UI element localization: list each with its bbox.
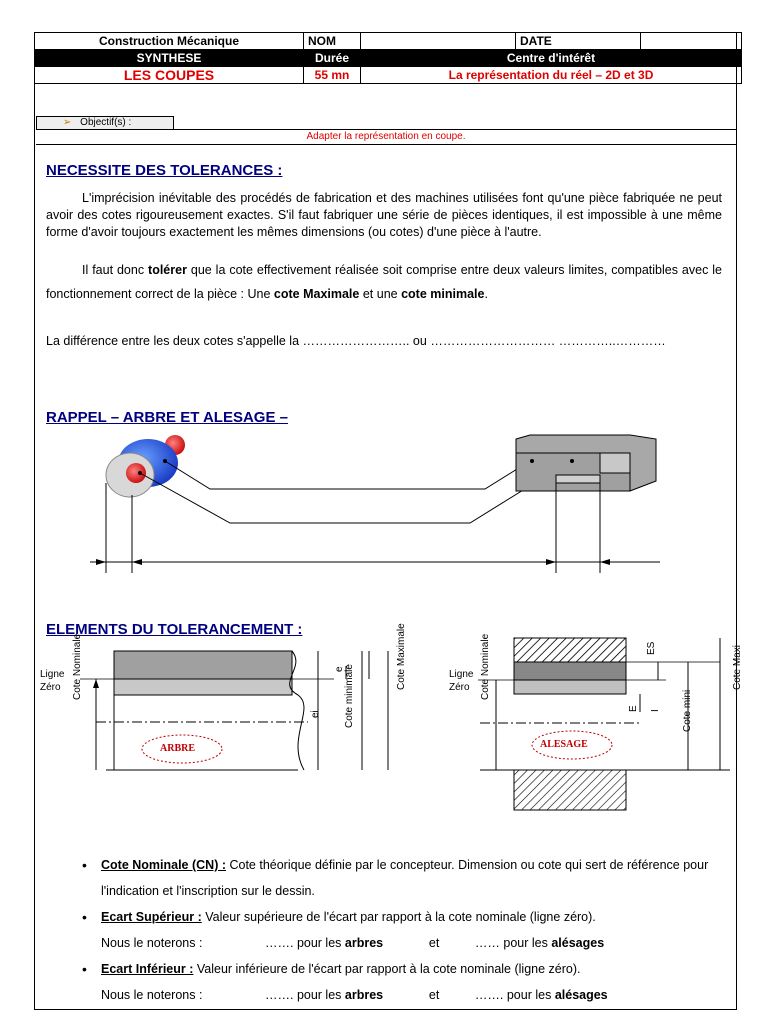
arbre-upper-zone <box>114 651 292 679</box>
alesage-tolerance-band <box>514 680 626 694</box>
p2-text-g: . <box>484 287 488 301</box>
nom-field[interactable] <box>361 33 516 50</box>
header-table <box>34 32 742 84</box>
p2-bold-cote-max: cote Maximale <box>273 287 360 301</box>
alesage-es: ES <box>646 641 657 655</box>
note-blank[interactable]: ……. pour les <box>474 988 552 1002</box>
paragraph-3 <box>46 333 722 350</box>
alesage-cote-nominale: Cote Nominale <box>480 633 491 700</box>
centre-cell: Centre d'intérêt <box>361 50 742 67</box>
note-arbres: arbres <box>344 936 384 950</box>
bullet-term: Cote Nominale (CN) : <box>101 858 226 872</box>
arbre-zero: Zéro <box>40 682 61 693</box>
alesage-ligne-zero <box>449 668 473 694</box>
shaft-tip-red <box>126 463 146 483</box>
bullet-note <box>101 982 724 1008</box>
duree-cell: Durée <box>304 50 361 67</box>
section-title-elements: ELEMENTS DU TOLERANCEMENT : <box>46 621 303 638</box>
arbre-ligne: Ligne <box>40 669 65 680</box>
alesage-upper-band <box>514 662 626 680</box>
bullet-note <box>101 930 724 956</box>
note-blank[interactable]: ……. pour les <box>265 988 342 1002</box>
list-item <box>88 956 724 1008</box>
p2-text-c: que la cote effectivement réalisée soit comprise entre deux valeurs limites, compatibles avec le fonctionnement correct de la pièce : Une <box>46 263 722 301</box>
alesage-bottom-wall <box>514 770 626 810</box>
list-item <box>88 852 724 904</box>
arbre-tolerance-diagram <box>36 623 426 818</box>
objectif-label: Objectif(s) : <box>80 117 132 128</box>
arbre-ei: ei <box>310 710 321 718</box>
arbre-alesage-diagram <box>80 425 680 585</box>
arrow-icon: ➢ <box>63 117 72 128</box>
objectif-text: Adapter la représentation en coupe. <box>36 129 736 145</box>
p3-blank-1[interactable]: …………………….. <box>302 334 413 348</box>
p2-bold-tolerer: tolérer <box>148 263 187 277</box>
synthese-cell: SYNTHESE <box>35 50 304 67</box>
bullet-text: Valeur supérieure de l'écart par rapport à la cote nominale (ligne zéro). <box>201 910 596 924</box>
arbre-cote-minimale: Cote minimale <box>344 664 355 728</box>
alesage-cote-mini: Cote mini <box>682 689 693 732</box>
section-title-rappel: RAPPEL – ARBRE ET ALESAGE – <box>46 409 288 426</box>
list-item <box>88 904 724 956</box>
note-label: Nous le noterons : <box>101 988 203 1002</box>
paragraph-1: L'imprécision inévitable des procédés de fabrication et des machines utilisées font qu'une pièce fabriquée ne peut avoir des cotes rigoureusement exactes. S'il faut fabriquer une série de pièces identiques, il est impossible à une même forme d'avoir toujours exactement les mêmes dimensions (ou cotes) d'une pièce à l'autre. <box>46 191 722 239</box>
p2-bold-cote-min: cote minimale <box>401 287 485 301</box>
bullet-text: Cote théorique définie par le concepteur. Dimension ou cote qui sert de référence pour l'indication et l'inscription sur le dessin. <box>101 858 709 898</box>
arbre-tolerance-band <box>114 679 292 695</box>
p2-text-a: Il faut donc <box>82 263 149 277</box>
note-alesages: alésages <box>554 988 608 1002</box>
date-field[interactable] <box>641 33 742 50</box>
p2-text-e: et une <box>359 287 402 301</box>
arbre-ligne-zero <box>40 668 64 694</box>
arbre-label: ARBRE <box>160 743 196 754</box>
note-alesages: alésages <box>551 936 605 950</box>
alesage-label: ALESAGE <box>540 739 588 750</box>
arbre-cote-maximale: Cote Maximale <box>396 623 407 690</box>
paragraph-2 <box>46 258 722 306</box>
alesage-cote-maxi: Cote Maxi <box>732 644 743 690</box>
objectif-label-box <box>36 116 174 130</box>
arbre-cote-nominale: Cote Nominale <box>72 633 83 700</box>
alesage-E: E <box>628 705 639 712</box>
note-et: et <box>428 936 440 950</box>
p3-text-b: ou <box>412 334 431 348</box>
bullet-text: Valeur inférieure de l'écart par rapport à la cote nominale (ligne zéro). <box>193 962 581 976</box>
note-label: Nous le noterons : <box>101 936 203 950</box>
bullet-term: Ecart Inférieur : <box>101 962 194 976</box>
note-blank[interactable]: ……. pour les <box>265 936 342 950</box>
theme-cell: La représentation du réel – 2D et 3D <box>361 67 742 84</box>
doc-title: LES COUPES <box>35 67 304 84</box>
note-blank[interactable]: …… pour les <box>474 936 548 950</box>
subject-cell: Construction Mécanique <box>35 33 304 50</box>
note-et: et <box>428 988 440 1002</box>
nom-label: NOM <box>304 33 361 50</box>
duration-value: 55 mn <box>304 67 361 84</box>
p3-text-a: La différence entre les deux cotes s'appelle la <box>46 334 303 348</box>
definitions-list <box>88 852 724 1008</box>
p3-blank-2[interactable]: ………………………… …………..………… <box>430 334 666 348</box>
alesage-I: I <box>650 709 661 712</box>
alesage-zero: Zéro <box>449 682 470 693</box>
date-label: DATE <box>516 33 641 50</box>
arbre-e: e <box>334 666 345 672</box>
section-title-tolerances: NECESSITE DES TOLERANCES : <box>46 162 283 179</box>
bullet-term: Ecart Supérieur : <box>101 910 202 924</box>
alesage-ligne: Ligne <box>449 669 474 680</box>
note-arbres: arbres <box>344 988 384 1002</box>
